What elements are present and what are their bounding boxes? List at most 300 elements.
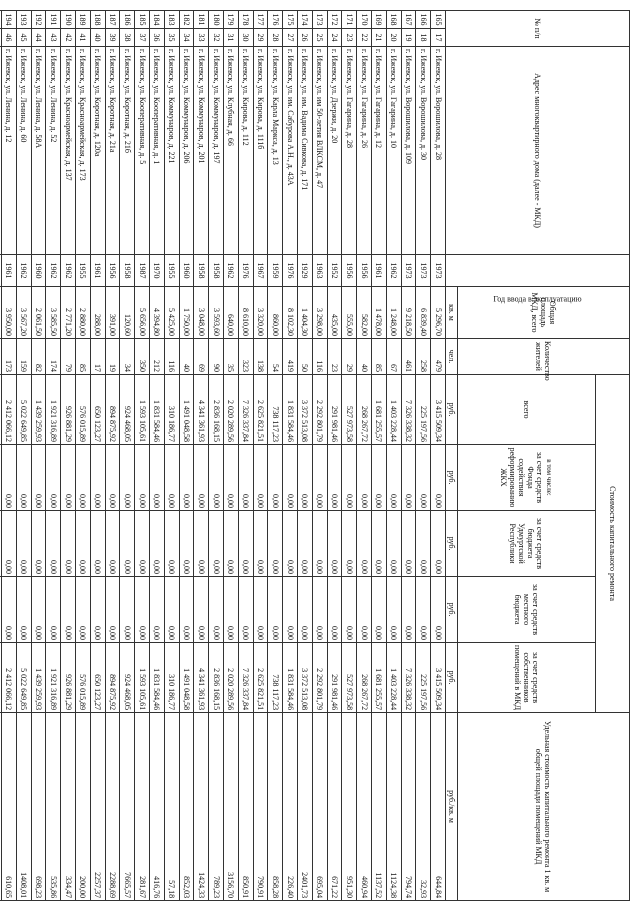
- year-cell: 1973: [401, 255, 416, 287]
- republic-cost-cell: 0,00: [416, 511, 431, 577]
- header-owners: за счет средств собственников помещений в МКД: [458, 643, 596, 713]
- total-cost-cell: 5 022 649,85: [16, 375, 31, 445]
- unit-cost-cell: 1408,01: [16, 713, 31, 901]
- local-cost-cell: 0,00: [209, 577, 224, 643]
- owners-cost-cell: 1 403 228,44: [386, 643, 401, 713]
- year-cell: 1958: [120, 255, 135, 287]
- year-cell: 1958: [209, 255, 224, 287]
- total-cost-cell: 738 117,23: [268, 375, 283, 445]
- residents-cell: 54: [268, 339, 283, 375]
- fund-cost-cell: 0,00: [298, 445, 313, 511]
- address-cell: г. Ижевск, ул. Дзержи, д. 20: [327, 47, 342, 255]
- residents-cell: 174: [46, 339, 61, 375]
- residents-cell: 82: [31, 339, 46, 375]
- total-cost-cell: 7 326 338,32: [401, 375, 416, 445]
- local-cost-cell: 0,00: [135, 577, 150, 643]
- total-cost-cell: [0, 375, 2, 445]
- local-cost-cell: 0,00: [179, 577, 194, 643]
- table-row: [416, 11, 431, 901]
- owners-cost-cell: 1 593 105,61: [135, 643, 150, 713]
- row-seq-cell: 185: [135, 11, 150, 29]
- total-cost-cell: 4 341 361,93: [194, 375, 209, 445]
- table-row: [76, 11, 91, 901]
- address-cell: г. Ижевск, ул. Ворошилова, д. 30: [416, 47, 431, 255]
- owners-cost-cell: [0, 643, 2, 713]
- table-body: [0, 11, 446, 901]
- address-cell: г. Ижевск, ул. им 50-летия ВЛКСМ, д. 47: [312, 47, 327, 255]
- unit-cost-cell: 2401,73: [298, 713, 313, 901]
- table-row: [179, 11, 194, 901]
- local-cost-cell: 0,00: [16, 577, 31, 643]
- local-cost-cell: 0,00: [298, 577, 313, 643]
- local-cost-cell: 0,00: [386, 577, 401, 643]
- total-cost-cell: 1 439 259,93: [31, 375, 46, 445]
- row-seq-cell: 174: [298, 11, 313, 29]
- local-cost-cell: 0,00: [105, 577, 120, 643]
- address-cell: г. Ижевск, ул. Коммунаров, д. 197: [209, 47, 224, 255]
- residents-cell: 29: [342, 339, 357, 375]
- year-cell: 1956: [105, 255, 120, 287]
- fund-cost-cell: 0,00: [90, 445, 105, 511]
- total-cost-cell: 3 415 509,34: [431, 375, 446, 445]
- row-number-cell: 44: [31, 29, 46, 47]
- table-row: [238, 11, 253, 901]
- address-cell: г. Ижевск, ул. Гагарина, д. 26: [357, 47, 372, 255]
- year-cell: 1961: [2, 255, 17, 287]
- republic-cost-cell: 0,00: [164, 511, 179, 577]
- fund-cost-cell: 0,00: [253, 445, 268, 511]
- year-cell: 1973: [431, 255, 446, 287]
- address-cell: г. Ижевск, ул. Коммунаров, д. 221: [164, 47, 179, 255]
- unit-cost-cell: 644,84: [431, 713, 446, 901]
- row-number-cell: 25: [312, 29, 327, 47]
- local-cost-cell: 0,00: [253, 577, 268, 643]
- residents-cell: 461: [401, 339, 416, 375]
- address-cell: г. Ижевск, ул. Ленина, д. 60: [16, 47, 31, 255]
- row-seq-cell: 167: [401, 11, 416, 29]
- republic-cost-cell: 0,00: [312, 511, 327, 577]
- residents-cell: 258: [416, 339, 431, 375]
- fund-cost-cell: 0,00: [416, 445, 431, 511]
- local-cost-cell: 0,00: [194, 577, 209, 643]
- unit-cost-cell: 695,04: [312, 713, 327, 901]
- row-seq-cell: 186: [120, 11, 135, 29]
- row-number-cell: 37: [135, 29, 150, 47]
- year-cell: 1976: [238, 255, 253, 287]
- table-row: [224, 11, 239, 901]
- fund-cost-cell: 0,00: [46, 445, 61, 511]
- area-cell: 8 610,00: [238, 287, 253, 339]
- republic-cost-cell: 0,00: [120, 511, 135, 577]
- local-cost-cell: 0,00: [342, 577, 357, 643]
- unit-cost-cell: 610,65: [2, 713, 17, 901]
- total-cost-cell: 650 123,27: [90, 375, 105, 445]
- area-cell: 3 950,00: [2, 287, 17, 339]
- address-cell: г. Ижевск, ул. Кооперативная, д. 5: [135, 47, 150, 255]
- header-residents: Количество жителей: [458, 339, 630, 375]
- total-cost-cell: 1 681 255,57: [372, 375, 387, 445]
- republic-cost-cell: 0,00: [283, 511, 298, 577]
- unit-cost-cell: 281,67: [135, 713, 150, 901]
- fund-cost-cell: 0,00: [76, 445, 91, 511]
- table-row: [298, 11, 313, 901]
- year-cell: [0, 255, 2, 287]
- local-cost-cell: 0,00: [268, 577, 283, 643]
- address-cell: г. Ижевск, ул. Гагарина, д. 10: [386, 47, 401, 255]
- republic-cost-cell: 0,00: [179, 511, 194, 577]
- table-row: [120, 11, 135, 901]
- total-cost-cell: 576 015,89: [76, 375, 91, 445]
- row-seq-cell: 182: [179, 11, 194, 29]
- row-number-cell: [0, 29, 2, 47]
- unit-cost-cell: 671,22: [327, 713, 342, 901]
- total-cost-cell: 1 491 048,58: [179, 375, 194, 445]
- row-number-cell: 45: [16, 29, 31, 47]
- local-cost-cell: 0,00: [224, 577, 239, 643]
- residents-cell: 23: [327, 339, 342, 375]
- area-cell: 860,00: [268, 287, 283, 339]
- local-cost-cell: [0, 577, 2, 643]
- row-seq-cell: 181: [194, 11, 209, 29]
- header-area: Общая площадь МКД, всего: [458, 287, 630, 339]
- residents-cell: 40: [179, 339, 194, 375]
- residents-cell: 90: [209, 339, 224, 375]
- fund-cost-cell: 0,00: [268, 445, 283, 511]
- residents-cell: 323: [238, 339, 253, 375]
- area-cell: 2 771,20: [61, 287, 76, 339]
- address-cell: г. Ижевск, ул. Гагарина, д. 12: [372, 47, 387, 255]
- address-cell: г. Ижевск, ул. Коммунаров, д. 206: [179, 47, 194, 255]
- fund-cost-cell: 0,00: [61, 445, 76, 511]
- residents-cell: 212: [150, 339, 165, 375]
- area-cell: 1 478,00: [372, 287, 387, 339]
- unit-cost-cell: 460,94: [357, 713, 372, 901]
- area-cell: 288,00: [90, 287, 105, 339]
- residents-cell: 85: [76, 339, 91, 375]
- fund-cost-cell: 0,00: [2, 445, 17, 511]
- header-cost-group: Стоимость капитального ремонта: [596, 375, 630, 713]
- fund-cost-cell: 0,00: [179, 445, 194, 511]
- table-row: [194, 11, 209, 901]
- row-number-cell: 42: [61, 29, 76, 47]
- republic-cost-cell: 0,00: [16, 511, 31, 577]
- total-cost-cell: 225 197,56: [416, 375, 431, 445]
- owners-cost-cell: 7 326 338,32: [401, 643, 416, 713]
- address-cell: г. Ижевск, ул. Коротная, д. 21б: [120, 47, 135, 255]
- area-cell: 2 880,00: [76, 287, 91, 339]
- table-row: [253, 11, 268, 901]
- address-cell: г. Ижевск, ул. Карла Маркса, д. 13: [268, 47, 283, 255]
- row-number-cell: 19: [401, 29, 416, 47]
- owners-cost-cell: 225 197,56: [416, 643, 431, 713]
- table-row: [357, 11, 372, 901]
- address-cell: г. Ижевск, ул. Коротная, д. 120а: [90, 47, 105, 255]
- fund-cost-cell: 0,00: [120, 445, 135, 511]
- owners-cost-cell: 5 022 649,85: [16, 643, 31, 713]
- republic-cost-cell: 0,00: [357, 511, 372, 577]
- area-cell: 3 585,50: [46, 287, 61, 339]
- row-number-cell: 28: [268, 29, 283, 47]
- address-cell: г. Ижевск, ул. Ленина, д. 12: [2, 47, 17, 255]
- area-cell: 3 048,00: [194, 287, 209, 339]
- local-cost-cell: 0,00: [312, 577, 327, 643]
- total-cost-cell: 268 267,72: [357, 375, 372, 445]
- fund-cost-cell: 0,00: [372, 445, 387, 511]
- local-cost-cell: 0,00: [46, 577, 61, 643]
- owners-cost-cell: 576 015,89: [76, 643, 91, 713]
- owners-cost-cell: 310 186,77: [164, 643, 179, 713]
- total-cost-cell: 7 326 337,84: [238, 375, 253, 445]
- header-local: за счет средств местного бюджета: [458, 577, 596, 643]
- owners-cost-cell: 894 875,92: [105, 643, 120, 713]
- table-row: [150, 11, 165, 901]
- row-number-cell: 30: [238, 29, 253, 47]
- table-row: [342, 11, 357, 901]
- owners-cost-cell: 924 468,05: [120, 643, 135, 713]
- owners-cost-cell: 2 412 066,12: [2, 643, 17, 713]
- total-cost-cell: 2 292 801,79: [312, 375, 327, 445]
- year-cell: 1961: [90, 255, 105, 287]
- area-cell: 4 394,80: [150, 287, 165, 339]
- republic-cost-cell: 0,00: [342, 511, 357, 577]
- owners-cost-cell: 1 831 584,46: [150, 643, 165, 713]
- area-cell: 120,60: [120, 287, 135, 339]
- fund-cost-cell: 0,00: [327, 445, 342, 511]
- row-number-cell: 27: [283, 29, 298, 47]
- area-cell: 3 298,00: [312, 287, 327, 339]
- area-cell: 640,00: [224, 287, 239, 339]
- residents-cell: 40: [357, 339, 372, 375]
- row-number-cell: 23: [342, 29, 357, 47]
- total-cost-cell: 894 875,92: [105, 375, 120, 445]
- owners-cost-cell: 926 881,29: [61, 643, 76, 713]
- republic-cost-cell: 0,00: [327, 511, 342, 577]
- local-cost-cell: 0,00: [150, 577, 165, 643]
- unit-residents: чел.: [446, 339, 458, 375]
- table-row: [46, 11, 61, 901]
- republic-cost-cell: 0,00: [268, 511, 283, 577]
- republic-cost-cell: 0,00: [2, 511, 17, 577]
- area-cell: 8 102,30: [283, 287, 298, 339]
- total-cost-cell: 2 836 168,15: [209, 375, 224, 445]
- unit-cost-cell: 7665,57: [120, 713, 135, 901]
- row-seq-cell: 190: [61, 11, 76, 29]
- row-seq-cell: 188: [90, 11, 105, 29]
- area-cell: 435,00: [327, 287, 342, 339]
- residents-cell: 79: [61, 339, 76, 375]
- total-cost-cell: 1 403 228,44: [386, 375, 401, 445]
- republic-cost-cell: [0, 511, 2, 577]
- unit-cost-cell: 2288,69: [105, 713, 120, 901]
- table-row: [372, 11, 387, 901]
- residents-cell: 138: [253, 339, 268, 375]
- area-cell: 6 839,40: [416, 287, 431, 339]
- residents-cell: 479: [431, 339, 446, 375]
- unit-cost-cell: 858,28: [268, 713, 283, 901]
- row-number-cell: 34: [179, 29, 194, 47]
- year-cell: 1973: [416, 255, 431, 287]
- residents-cell: 419: [283, 339, 298, 375]
- republic-cost-cell: 0,00: [76, 511, 91, 577]
- owners-cost-cell: 1 491 048,58: [179, 643, 194, 713]
- row-number-cell: 33: [194, 29, 209, 47]
- row-seq-cell: 171: [342, 11, 357, 29]
- row-number-cell: 21: [372, 29, 387, 47]
- row-number-cell: 40: [90, 29, 105, 47]
- row-seq-cell: 175: [283, 11, 298, 29]
- owners-cost-cell: 1 831 584,46: [283, 643, 298, 713]
- republic-cost-cell: 0,00: [431, 511, 446, 577]
- owners-cost-cell: 1 921 316,89: [46, 643, 61, 713]
- unit-cost-cell: 951,30: [342, 713, 357, 901]
- row-number-cell: 29: [253, 29, 268, 47]
- residents-cell: 67: [386, 339, 401, 375]
- row-seq-cell: 176: [268, 11, 283, 29]
- row-number-cell: 38: [120, 29, 135, 47]
- area-cell: 3 320,00: [253, 287, 268, 339]
- fund-cost-cell: 0,00: [283, 445, 298, 511]
- unit-cost-cell: 852,03: [179, 713, 194, 901]
- residents-cell: 34: [120, 339, 135, 375]
- row-seq-cell: 177: [253, 11, 268, 29]
- address-cell: г. Ижевск, ул. Кирова, д. 112: [238, 47, 253, 255]
- residents-cell: 85: [372, 339, 387, 375]
- unit-cost-cell: 57,18: [164, 713, 179, 901]
- residents-cell: 173: [2, 339, 17, 375]
- republic-cost-cell: 0,00: [90, 511, 105, 577]
- unit-republic: руб.: [446, 511, 458, 577]
- area-cell: 5 656,00: [135, 287, 150, 339]
- residents-cell: 116: [164, 339, 179, 375]
- fund-cost-cell: 0,00: [16, 445, 31, 511]
- owners-cost-cell: 268 267,72: [357, 643, 372, 713]
- row-seq-cell: 172: [327, 11, 342, 29]
- year-cell: 1952: [327, 255, 342, 287]
- unit-cost-cell: 3156,70: [224, 713, 239, 901]
- area-cell: 555,00: [342, 287, 357, 339]
- header-year: Год ввода в эксплуатацию: [446, 255, 630, 287]
- address-cell: г. Ижевск, ул. Ленина, д. 52: [46, 47, 61, 255]
- row-seq-cell: 178: [238, 11, 253, 29]
- owners-cost-cell: 738 117,23: [268, 643, 283, 713]
- header-total: всего: [458, 375, 596, 445]
- fund-cost-cell: 0,00: [238, 445, 253, 511]
- row-number-cell: 32: [209, 29, 224, 47]
- republic-cost-cell: 0,00: [31, 511, 46, 577]
- residents-cell: 50: [298, 339, 313, 375]
- republic-cost-cell: 0,00: [46, 511, 61, 577]
- address-cell: г. Ижевск, ул. Ворошилова, д. 109: [401, 47, 416, 255]
- area-cell: 5 296,70: [431, 287, 446, 339]
- header-fund: в том числе: за счет средств Фонда содействия реформированию ЖКХ: [458, 445, 596, 511]
- header-unit-cost: Удельная стоимость капитального ремонта 1 кв. м общей площади помещений МКД: [458, 713, 630, 901]
- unit-cost-cell: 2257,37: [90, 713, 105, 901]
- unit-unit-cost: руб./кв. м: [446, 713, 458, 901]
- fund-cost-cell: 0,00: [312, 445, 327, 511]
- year-cell: 1960: [31, 255, 46, 287]
- table-row: [135, 11, 150, 901]
- year-cell: 1987: [135, 255, 150, 287]
- table-row: [105, 11, 120, 901]
- row-seq-cell: 192: [31, 11, 46, 29]
- local-cost-cell: 0,00: [431, 577, 446, 643]
- repair-program-table: [0, 10, 630, 901]
- address-cell: г. Ижевск, ул. Ворошилова, д. 28: [431, 47, 446, 255]
- unit-cost-cell: 1124,38: [386, 713, 401, 901]
- republic-cost-cell: 0,00: [372, 511, 387, 577]
- fund-cost-cell: 0,00: [164, 445, 179, 511]
- row-seq-cell: 169: [372, 11, 387, 29]
- table-row: [2, 11, 17, 901]
- table-row: [268, 11, 283, 901]
- owners-cost-cell: 3 372 513,08: [298, 643, 313, 713]
- republic-cost-cell: 0,00: [209, 511, 224, 577]
- local-cost-cell: 0,00: [357, 577, 372, 643]
- residents-cell: 159: [16, 339, 31, 375]
- address-cell: г. Ижевск, ул. Ленина, д. 58А: [31, 47, 46, 255]
- local-cost-cell: 0,00: [238, 577, 253, 643]
- republic-cost-cell: 0,00: [238, 511, 253, 577]
- table-row: [90, 11, 105, 901]
- row-seq-cell: 183: [164, 11, 179, 29]
- unit-cost-cell: 794,74: [401, 713, 416, 901]
- local-cost-cell: 0,00: [120, 577, 135, 643]
- area-cell: [0, 287, 2, 339]
- table-row: [401, 11, 416, 901]
- row-seq-cell: 165: [431, 11, 446, 29]
- year-cell: 1976: [283, 255, 298, 287]
- unit-cost-cell: 226,40: [283, 713, 298, 901]
- area-cell: 1 248,00: [386, 287, 401, 339]
- total-cost-cell: 2 020 289,56: [224, 375, 239, 445]
- republic-cost-cell: 0,00: [194, 511, 209, 577]
- unit-total: руб.: [446, 375, 458, 445]
- total-cost-cell: 3 372 513,08: [298, 375, 313, 445]
- address-cell: г. Ижевск, ул. Красноармейская, д. 173: [76, 47, 91, 255]
- address-cell: г. Ижевск, ул. им. Сабурова А.Н., д. 43А: [283, 47, 298, 255]
- owners-cost-cell: 1 439 259,93: [31, 643, 46, 713]
- unit-cost-cell: 1137,52: [372, 713, 387, 901]
- total-cost-cell: 1 921 316,89: [46, 375, 61, 445]
- owners-cost-cell: 527 973,58: [342, 643, 357, 713]
- unit-cost-cell: 789,23: [209, 713, 224, 901]
- row-number-cell: 22: [357, 29, 372, 47]
- total-cost-cell: 1 831 584,46: [283, 375, 298, 445]
- table-row: [0, 11, 2, 901]
- year-cell: 1958: [194, 255, 209, 287]
- republic-cost-cell: 0,00: [298, 511, 313, 577]
- owners-cost-cell: 7 326 337,84: [238, 643, 253, 713]
- address-cell: [0, 47, 2, 255]
- address-cell: г. Ижевск, ул. Кооперативная, д. 1: [150, 47, 165, 255]
- owners-cost-cell: 4 341 361,93: [194, 643, 209, 713]
- republic-cost-cell: 0,00: [150, 511, 165, 577]
- table-row: [16, 11, 31, 901]
- owners-cost-cell: 2 625 821,51: [253, 643, 268, 713]
- total-cost-cell: 291 981,46: [327, 375, 342, 445]
- address-cell: г. Ижевск, ул. Гагарина, д. 28: [342, 47, 357, 255]
- unit-cost-cell: 200,00: [76, 713, 91, 901]
- address-cell: г. Ижевск, ул. Коммунаров, д. 201: [194, 47, 209, 255]
- year-cell: 1962: [386, 255, 401, 287]
- fund-cost-cell: 0,00: [150, 445, 165, 511]
- year-cell: 1962: [61, 255, 76, 287]
- fund-cost-cell: 0,00: [431, 445, 446, 511]
- total-cost-cell: 2 625 821,51: [253, 375, 268, 445]
- row-number-cell: 20: [386, 29, 401, 47]
- fund-cost-cell: 0,00: [357, 445, 372, 511]
- rotated-table-sheet: [4, 10, 630, 900]
